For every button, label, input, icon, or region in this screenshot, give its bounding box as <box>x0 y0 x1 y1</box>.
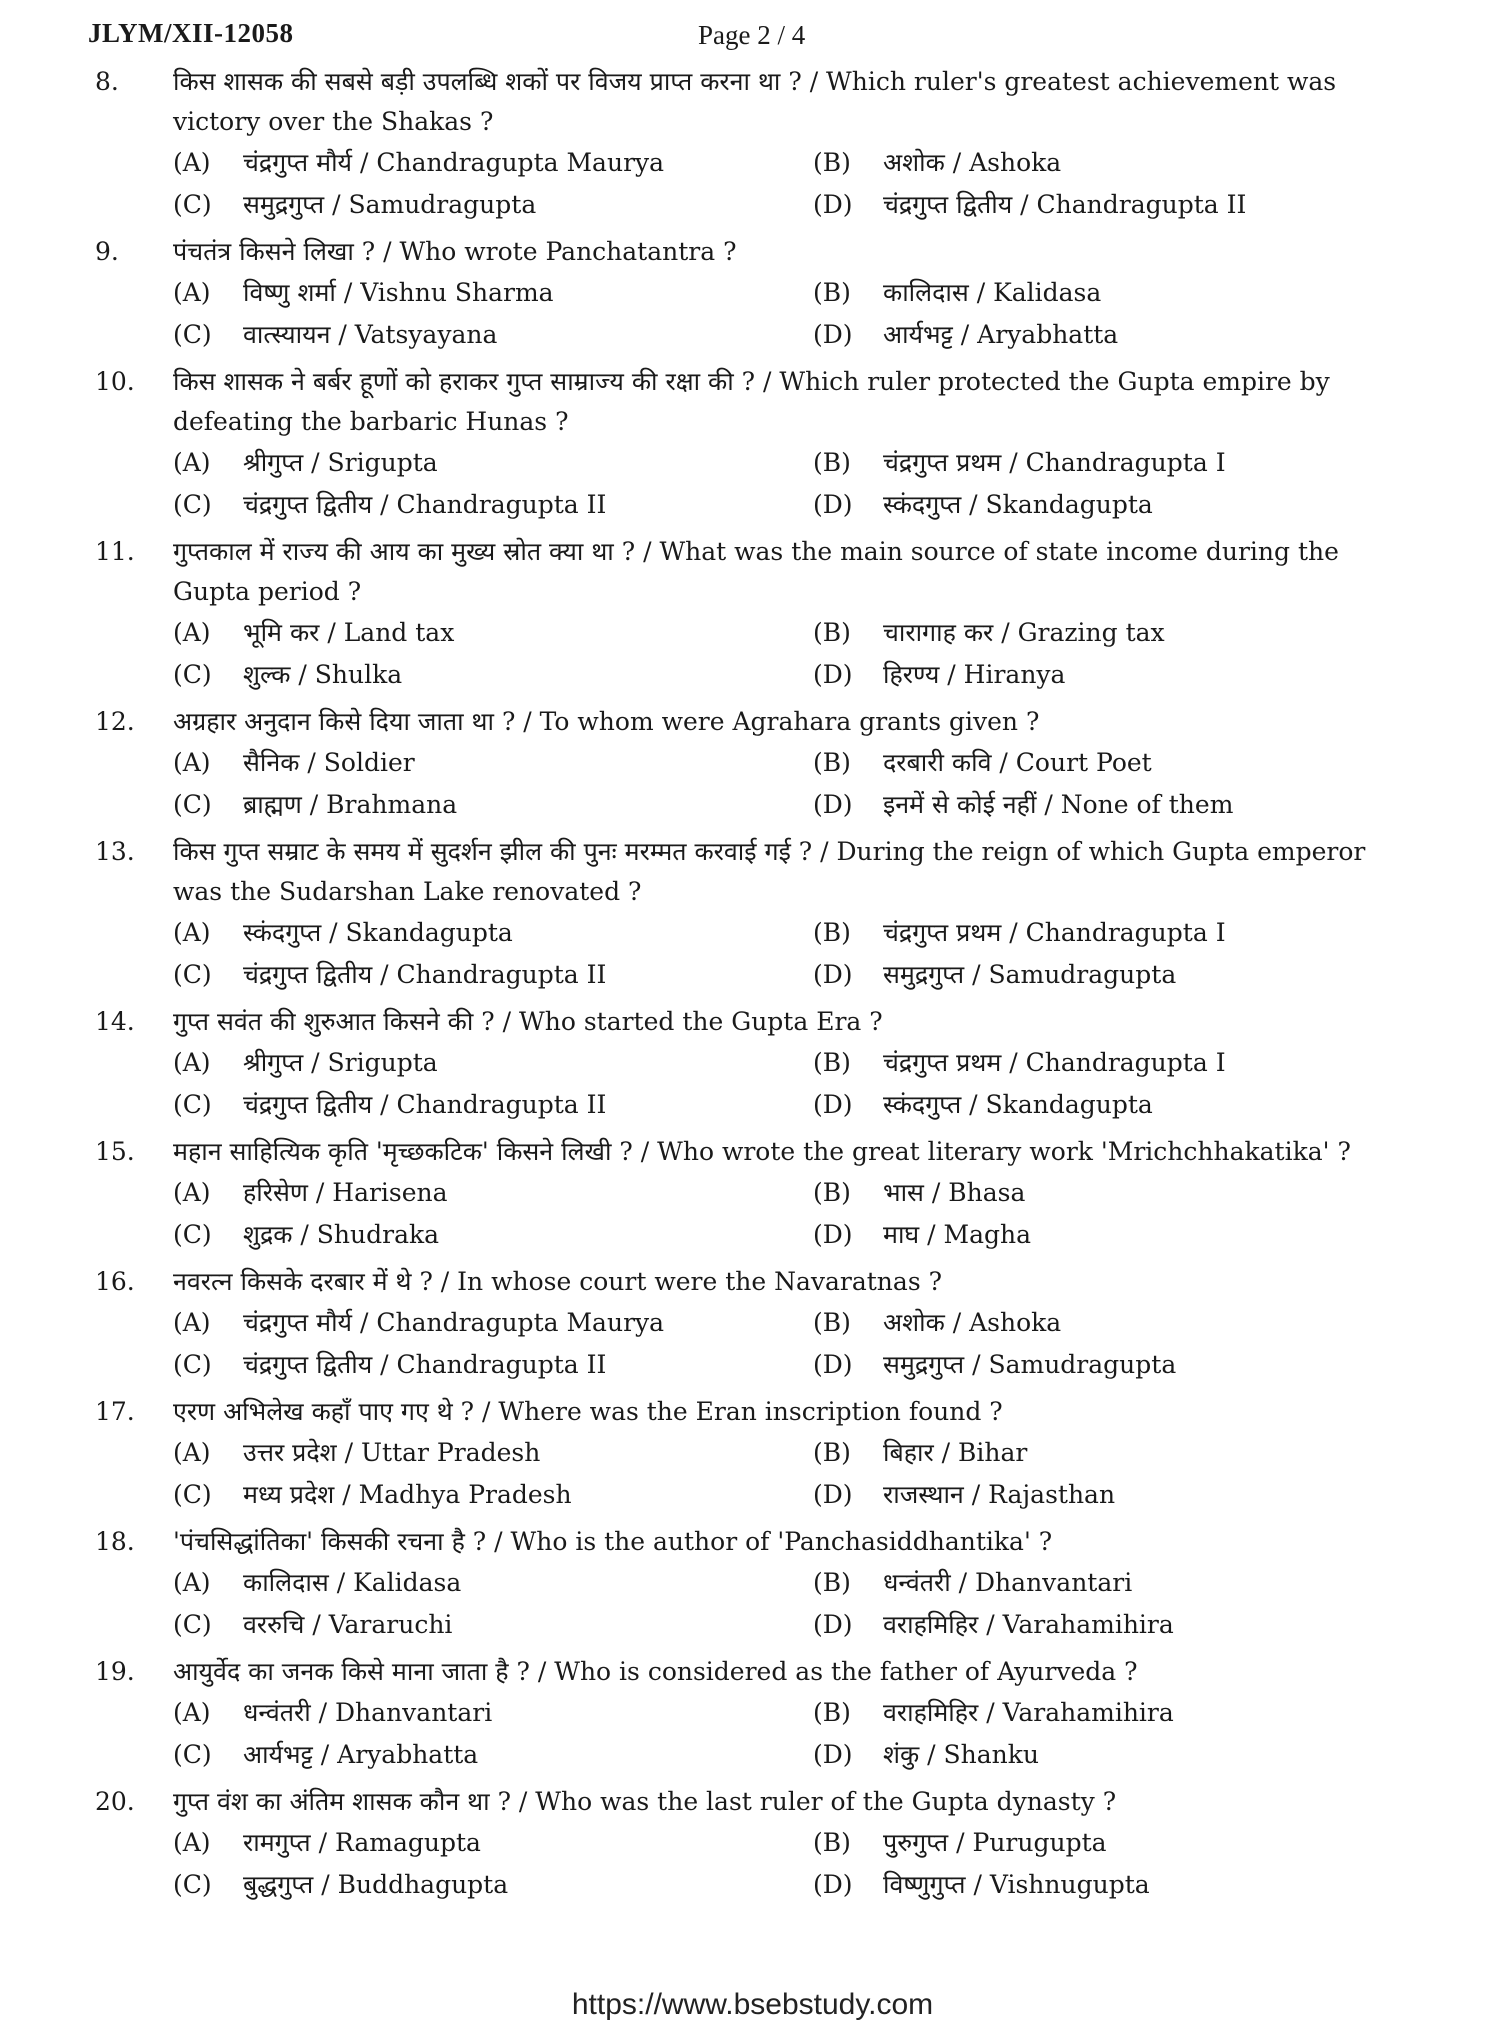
question-number: 11. <box>95 537 135 566</box>
option-text: स्कंदगुप्त / Skandagupta <box>883 490 1153 519</box>
option-text: समुद्रगुप्त / Samudragupta <box>243 190 537 219</box>
option-text: चंद्रगुप्त मौर्य / Chandragupta Maurya <box>243 148 665 177</box>
option-label: (C) <box>173 1090 212 1119</box>
option-label: (A) <box>173 1698 211 1727</box>
option-text: वररुचि / Vararuchi <box>243 1610 453 1639</box>
option-label: (D) <box>813 1870 853 1899</box>
option-text: कालिदास / Kalidasa <box>243 1568 462 1597</box>
answer-options <box>173 272 1415 356</box>
option-text: पुरुगुप्त / Purugupta <box>883 1828 1107 1857</box>
option-text: श्रीगुप्त / Srigupta <box>243 448 438 477</box>
answer-option <box>813 1822 1453 1864</box>
option-label: (A) <box>173 1308 211 1337</box>
answer-option <box>173 1692 813 1734</box>
question-text: गुप्त सवंत की शुरुआत किसने की ? / Who started the Gupta Era ? <box>173 1007 883 1036</box>
answer-option <box>173 1302 813 1344</box>
paper-code: JLYM/XII-12058 <box>88 18 294 48</box>
option-text: चंद्रगुप्त मौर्य / Chandragupta Maurya <box>243 1308 665 1337</box>
answer-options <box>173 1432 1415 1516</box>
option-text: सैनिक / Soldier <box>243 748 415 777</box>
option-label: (D) <box>813 1350 853 1379</box>
question-text: गुप्तकाल में राज्य की आय का मुख्य स्रोत क्या था ? / What was the main source of state income during the Gupta period ? <box>173 537 1339 606</box>
answer-options <box>173 1042 1415 1126</box>
option-label: (C) <box>173 1740 212 1769</box>
option-label: (C) <box>173 320 212 349</box>
question-number: 12. <box>95 707 135 736</box>
question-item <box>95 702 1415 826</box>
option-text: विष्णुगुप्त / Vishnugupta <box>883 1870 1150 1899</box>
option-text: चंद्रगुप्त द्वितीय / Chandragupta II <box>883 190 1247 219</box>
option-text: वात्स्यायन / Vatsyayana <box>243 320 498 349</box>
answer-option <box>813 1604 1453 1646</box>
question-item <box>95 1262 1415 1386</box>
option-text: भूमि कर / Land tax <box>243 618 455 647</box>
answer-option <box>813 954 1453 996</box>
answer-option <box>173 1084 813 1126</box>
option-label: (B) <box>813 448 851 477</box>
option-label: (A) <box>173 1568 211 1597</box>
answer-option <box>813 612 1453 654</box>
question-item <box>95 1132 1415 1256</box>
question-list <box>95 62 1415 1912</box>
question-item <box>95 1392 1415 1516</box>
option-text: चंद्रगुप्त द्वितीय / Chandragupta II <box>243 1350 607 1379</box>
answer-option <box>813 1562 1453 1604</box>
answer-option <box>813 1344 1453 1386</box>
answer-option <box>813 314 1453 356</box>
answer-options <box>173 742 1415 826</box>
answer-option <box>173 272 813 314</box>
option-text: हिरण्य / Hiranya <box>883 660 1066 689</box>
option-label: (B) <box>813 1308 851 1337</box>
answer-option <box>173 1562 813 1604</box>
option-text: शंकु / Shanku <box>883 1740 1039 1769</box>
answer-option <box>173 912 813 954</box>
answer-option <box>173 1734 813 1776</box>
answer-option <box>173 1864 813 1906</box>
answer-option <box>173 142 813 184</box>
option-text: रामगुप्त / Ramagupta <box>243 1828 481 1857</box>
question-item <box>95 232 1415 356</box>
question-text: महान साहित्यिक कृति 'मृच्छकटिक' किसने लिखी ? / Who wrote the great literary work 'Mrichchhakatika' ? <box>173 1137 1351 1166</box>
answer-option <box>813 1042 1453 1084</box>
option-text: चंद्रगुप्त प्रथम / Chandragupta I <box>883 918 1226 947</box>
option-text: चंद्रगुप्त प्रथम / Chandragupta I <box>883 448 1226 477</box>
question-item <box>95 1522 1415 1646</box>
answer-option <box>813 1864 1453 1906</box>
answer-option <box>813 1432 1453 1474</box>
question-number: 19. <box>95 1657 135 1686</box>
option-text: अशोक / Ashoka <box>883 1308 1062 1337</box>
option-label: (C) <box>173 1870 212 1899</box>
option-label: (D) <box>813 320 853 349</box>
answer-option <box>173 1474 813 1516</box>
option-text: समुद्रगुप्त / Samudragupta <box>883 960 1177 989</box>
answer-option <box>813 784 1453 826</box>
question-item <box>95 1002 1415 1126</box>
question-number: 13. <box>95 837 135 866</box>
option-text: बुद्धगुप्त / Buddhagupta <box>243 1870 509 1899</box>
option-label: (C) <box>173 190 212 219</box>
question-text: गुप्त वंश का अंतिम शासक कौन था ? / Who was the last ruler of the Gupta dynasty ? <box>173 1787 1117 1816</box>
answer-option <box>173 484 813 526</box>
option-text: चारागाह कर / Grazing tax <box>883 618 1165 647</box>
answer-option <box>173 954 813 996</box>
option-label: (A) <box>173 448 211 477</box>
answer-option <box>813 272 1453 314</box>
option-text: चंद्रगुप्त प्रथम / Chandragupta I <box>883 1048 1226 1077</box>
answer-option <box>813 184 1453 226</box>
option-text: माघ / Magha <box>883 1220 1032 1249</box>
option-label: (B) <box>813 1828 851 1857</box>
answer-option <box>813 1302 1453 1344</box>
option-label: (B) <box>813 148 851 177</box>
question-number: 14. <box>95 1007 135 1036</box>
option-text: राजस्थान / Rajasthan <box>883 1480 1116 1509</box>
question-number: 8. <box>95 67 119 96</box>
answer-option <box>173 1344 813 1386</box>
question-item <box>95 532 1415 696</box>
answer-options <box>173 442 1415 526</box>
option-label: (A) <box>173 618 211 647</box>
answer-option <box>173 1604 813 1646</box>
question-number: 16. <box>95 1267 135 1296</box>
option-label: (D) <box>813 660 853 689</box>
option-label: (C) <box>173 960 212 989</box>
answer-option <box>173 612 813 654</box>
option-label: (D) <box>813 1610 853 1639</box>
answer-option <box>813 654 1453 696</box>
option-text: स्कंदगुप्त / Skandagupta <box>883 1090 1153 1119</box>
option-text: अशोक / Ashoka <box>883 148 1062 177</box>
answer-options <box>173 1172 1415 1256</box>
option-text: स्कंदगुप्त / Skandagupta <box>243 918 513 947</box>
option-label: (D) <box>813 490 853 519</box>
answer-options <box>173 612 1415 696</box>
option-text: कालिदास / Kalidasa <box>883 278 1102 307</box>
page-number: Page 2 / 4 <box>698 20 806 50</box>
question-item <box>95 832 1415 996</box>
question-text: किस शासक ने बर्बर हूणों को हराकर गुप्त साम्राज्य की रक्षा की ? / Which ruler protected the Gupta empire by defeating the barbaric Hunas ? <box>173 367 1330 436</box>
answer-option <box>813 1084 1453 1126</box>
answer-option <box>813 1734 1453 1776</box>
question-number: 9. <box>95 237 119 266</box>
option-label: (B) <box>813 1048 851 1077</box>
question-text: 'पंचसिद्धांतिका' किसकी रचना है ? / Who is the author of 'Panchasiddhantika' ? <box>173 1527 1053 1556</box>
question-item <box>95 62 1415 226</box>
source-url[interactable]: https://www.bsebstudy.com <box>571 1988 934 2021</box>
option-text: ब्राह्मण / Brahmana <box>243 790 458 819</box>
option-label: (D) <box>813 1220 853 1249</box>
option-text: वराहमिहिर / Varahamihira <box>883 1610 1174 1639</box>
option-text: चंद्रगुप्त द्वितीय / Chandragupta II <box>243 490 607 519</box>
answer-options <box>173 142 1415 226</box>
option-label: (B) <box>813 1178 851 1207</box>
option-text: चंद्रगुप्त द्वितीय / Chandragupta II <box>243 1090 607 1119</box>
answer-option <box>173 1172 813 1214</box>
question-text: किस गुप्त सम्राट के समय में सुदर्शन झील की पुनः मरम्मत करवाई गई ? / During the reign of which Gupta emperor was the Sudarshan Lake renovated ? <box>173 837 1366 906</box>
option-label: (A) <box>173 918 211 947</box>
option-label: (D) <box>813 1740 853 1769</box>
answer-option <box>173 784 813 826</box>
question-text: अग्रहार अनुदान किसे दिया जाता था ? / To whom were Agrahara grants given ? <box>173 707 1040 736</box>
option-text: आर्यभट्ट / Aryabhatta <box>883 320 1119 349</box>
answer-option <box>813 1214 1453 1256</box>
option-text: हरिसेण / Harisena <box>243 1178 448 1207</box>
question-number: 17. <box>95 1397 135 1426</box>
question-item <box>95 1782 1415 1906</box>
option-label: (B) <box>813 278 851 307</box>
question-text: एरण अभिलेख कहाँ पाए गए थे ? / Where was the Eran inscription found ? <box>173 1397 1003 1426</box>
answer-option <box>813 912 1453 954</box>
question-number: 10. <box>95 367 135 396</box>
option-label: (A) <box>173 748 211 777</box>
option-text: धन्वंतरी / Dhanvantari <box>883 1568 1133 1597</box>
option-text: श्रीगुप्त / Srigupta <box>243 1048 438 1077</box>
option-text: चंद्रगुप्त द्वितीय / Chandragupta II <box>243 960 607 989</box>
option-text: धन्वंतरी / Dhanvantari <box>243 1698 493 1727</box>
option-label: (B) <box>813 918 851 947</box>
option-label: (C) <box>173 790 212 819</box>
option-text: समुद्रगुप्त / Samudragupta <box>883 1350 1177 1379</box>
answer-options <box>173 1562 1415 1646</box>
answer-option <box>813 1692 1453 1734</box>
question-text: आयुर्वेद का जनक किसे माना जाता है ? / Who is considered as the father of Ayurveda ? <box>173 1657 1138 1686</box>
option-label: (D) <box>813 190 853 219</box>
question-text: किस शासक की सबसे बड़ी उपलब्धि शकों पर विजय प्राप्त करना था ? / Which ruler's greatest achievement was victory over the Shakas ? <box>173 67 1337 136</box>
option-label: (A) <box>173 1438 211 1467</box>
answer-options <box>173 912 1415 996</box>
answer-option <box>813 1172 1453 1214</box>
option-label: (A) <box>173 1828 211 1857</box>
option-label: (A) <box>173 1048 211 1077</box>
option-label: (C) <box>173 490 212 519</box>
answer-option <box>813 442 1453 484</box>
option-text: वराहमिहिर / Varahamihira <box>883 1698 1174 1727</box>
option-label: (D) <box>813 1090 853 1119</box>
option-label: (A) <box>173 148 211 177</box>
answer-option <box>173 184 813 226</box>
option-text: विष्णु शर्मा / Vishnu Sharma <box>243 278 554 307</box>
question-number: 20. <box>95 1787 135 1816</box>
option-text: आर्यभट्ट / Aryabhatta <box>243 1740 479 1769</box>
option-label: (B) <box>813 1568 851 1597</box>
option-text: भास / Bhasa <box>883 1178 1026 1207</box>
option-text: उत्तर प्रदेश / Uttar Pradesh <box>243 1438 541 1467</box>
option-text: बिहार / Bihar <box>883 1438 1028 1467</box>
answer-option <box>813 142 1453 184</box>
option-label: (B) <box>813 1698 851 1727</box>
answer-option <box>173 442 813 484</box>
option-label: (B) <box>813 748 851 777</box>
answer-option <box>173 1822 813 1864</box>
question-item <box>95 1652 1415 1776</box>
answer-option <box>813 742 1453 784</box>
answer-option <box>813 484 1453 526</box>
option-label: (A) <box>173 278 211 307</box>
answer-options <box>173 1302 1415 1386</box>
option-label: (D) <box>813 790 853 819</box>
question-number: 18. <box>95 1527 135 1556</box>
option-text: इनमें से कोई नहीं / None of them <box>883 790 1234 819</box>
option-label: (B) <box>813 618 851 647</box>
question-text: पंचतंत्र किसने लिखा ? / Who wrote Panchatantra ? <box>173 237 737 266</box>
option-label: (A) <box>173 1178 211 1207</box>
option-text: शुद्रक / Shudraka <box>243 1220 440 1249</box>
answer-options <box>173 1822 1415 1906</box>
answer-option <box>173 1214 813 1256</box>
option-label: (C) <box>173 1610 212 1639</box>
question-item <box>95 362 1415 526</box>
option-label: (D) <box>813 960 853 989</box>
answer-option <box>813 1474 1453 1516</box>
option-label: (B) <box>813 1438 851 1467</box>
answer-option <box>173 654 813 696</box>
question-text: नवरत्न किसके दरबार में थे ? / In whose court were the Navaratnas ? <box>173 1267 942 1296</box>
option-label: (C) <box>173 1480 212 1509</box>
answer-option <box>173 742 813 784</box>
option-text: दरबारी कवि / Court Poet <box>883 748 1152 777</box>
option-label: (D) <box>813 1480 853 1509</box>
answer-option <box>173 1042 813 1084</box>
option-label: (C) <box>173 1220 212 1249</box>
answer-option <box>173 314 813 356</box>
option-label: (C) <box>173 1350 212 1379</box>
option-text: शुल्क / Shulka <box>243 660 403 689</box>
question-number: 15. <box>95 1137 135 1166</box>
option-label: (C) <box>173 660 212 689</box>
answer-option <box>173 1432 813 1474</box>
answer-options <box>173 1692 1415 1776</box>
option-text: मध्य प्रदेश / Madhya Pradesh <box>243 1480 572 1509</box>
